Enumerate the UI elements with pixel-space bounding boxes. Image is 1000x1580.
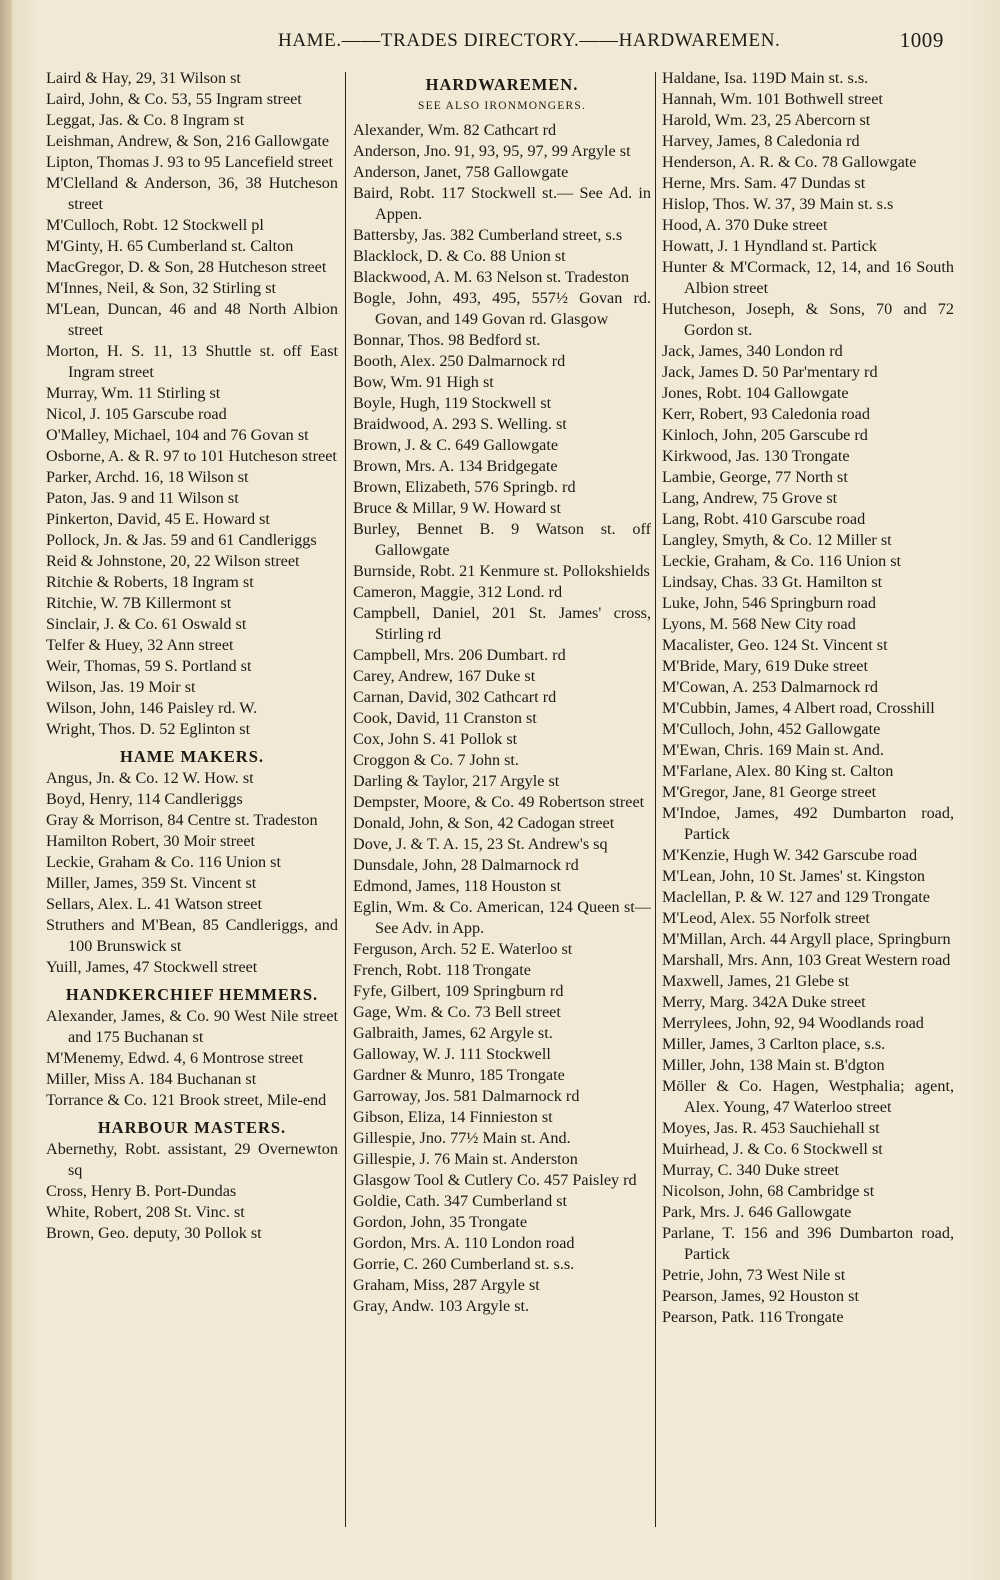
- directory-entry: Murray, C. 340 Duke street: [662, 1161, 839, 1179]
- directory-entry: Cameron, Maggie, 312 Lond. rd: [353, 583, 563, 601]
- directory-entry: Harvey, James, 8 Caledonia rd: [662, 132, 860, 150]
- directory-entry: Parker, Archd. 16, 18 Wilson st: [46, 468, 249, 486]
- directory-entry: Gordon, John, 35 Trongate: [353, 1213, 528, 1231]
- directory-entry: Bonnar, Thos. 98 Bedford st.: [353, 331, 541, 349]
- directory-entry: Hutcheson, Joseph, & Sons, 70 and 72 Gordon st.: [662, 300, 954, 339]
- directory-entry: M'Cubbin, James, 4 Albert road, Crosshill: [662, 699, 935, 717]
- directory-entry: Brown, Elizabeth, 576 Springb. rd: [353, 478, 576, 496]
- directory-entry: Leggat, Jas. & Co. 8 Ingram st: [46, 111, 245, 129]
- directory-entry: M'Clelland & Anderson, 36, 38 Hutcheson street: [46, 174, 338, 213]
- directory-entry: Miller, James, 359 St. Vincent st: [46, 874, 257, 892]
- section-subheading: SEE ALSO IRONMONGERS.: [417, 100, 586, 112]
- directory-entry: Brown, J. & C. 649 Gallowgate: [353, 436, 559, 454]
- directory-entry: Reid & Johnstone, 20, 22 Wilson street: [46, 552, 300, 570]
- directory-entry: Dunsdale, John, 28 Dalmarnock rd: [353, 856, 579, 874]
- directory-entry: Herne, Mrs. Sam. 47 Dundas st: [662, 174, 866, 192]
- directory-entry: M'Lean, John, 10 St. James' st. Kingston: [662, 867, 926, 885]
- directory-entry: Bruce & Millar, 9 W. Howard st: [353, 499, 561, 517]
- directory-entry: Dove, J. & T. A. 15, 23 St. Andrew's sq: [353, 835, 608, 853]
- directory-entry: Telfer & Huey, 32 Ann street: [46, 636, 234, 654]
- directory-entry: O'Malley, Michael, 104 and 76 Govan st: [46, 426, 309, 444]
- directory-entry: Burley, Bennet B. 9 Watson st. off Gallowgate: [353, 520, 651, 559]
- directory-entry: Park, Mrs. J. 646 Gallowgate: [662, 1203, 852, 1221]
- directory-entry: Cox, John S. 41 Pollok st: [353, 730, 518, 748]
- directory-entry: Nicolson, John, 68 Cambridge st: [662, 1182, 875, 1200]
- directory-entry: Merrylees, John, 92, 94 Woodlands road: [662, 1014, 924, 1032]
- directory-entry: Miller, Miss A. 184 Buchanan st: [46, 1070, 257, 1088]
- directory-entry: Jack, James, 340 London rd: [662, 342, 843, 360]
- directory-entry: MacGregor, D. & Son, 28 Hutcheson street: [46, 258, 327, 276]
- directory-entry: Luke, John, 546 Springburn road: [662, 594, 877, 612]
- directory-entry: M'Ewan, Chris. 169 Main st. And.: [662, 741, 884, 759]
- directory-entry: Boyd, Henry, 114 Candleriggs: [46, 790, 243, 808]
- directory-entry: Gray, Andw. 103 Argyle st.: [353, 1297, 530, 1315]
- directory-entry: Cook, David, 11 Cranston st: [353, 709, 537, 727]
- directory-entry: Croggon & Co. 7 John st.: [353, 751, 519, 769]
- directory-entry: Carey, Andrew, 167 Duke st: [353, 667, 536, 685]
- directory-entry: Möller & Co. Hagen, Westphalia; agent, Alex. Young, 47 Waterloo street: [662, 1077, 954, 1116]
- running-title: HAME.——TRADES DIRECTORY.——HARDWAREMEN.: [278, 30, 781, 51]
- directory-entry: Hislop, Thos. W. 37, 39 Main st. s.s: [662, 195, 894, 213]
- directory-entry: Hood, A. 370 Duke street: [662, 216, 828, 234]
- directory-entry: Hamilton Robert, 30 Moir street: [46, 832, 256, 850]
- directory-entry: Ritchie & Roberts, 18 Ingram st: [46, 573, 254, 591]
- directory-entry: Battersby, Jas. 382 Cumberland street, s.s: [353, 226, 623, 244]
- directory-entry: Abernethy, Robt. assistant, 29 Overnewton sq: [46, 1140, 338, 1179]
- directory-entry: Leishman, Andrew, & Son, 216 Gallowgate: [46, 132, 330, 150]
- directory-entry: Pearson, Patk. 116 Trongate: [662, 1308, 844, 1326]
- directory-entry: Miller, James, 3 Carlton place, s.s.: [662, 1035, 886, 1053]
- directory-entry: Sellars, Alex. L. 41 Watson street: [46, 895, 262, 913]
- page-number: 1009: [899, 28, 944, 52]
- directory-entry: White, Robert, 208 St. Vinc. st: [46, 1203, 245, 1221]
- directory-entry: Petrie, John, 73 West Nile st: [662, 1266, 846, 1284]
- directory-entry: Lang, Andrew, 75 Grove st: [662, 489, 838, 507]
- directory-entry: Booth, Alex. 250 Dalmarnock rd: [353, 352, 566, 370]
- directory-entry: M'Leod, Alex. 55 Norfolk street: [662, 909, 870, 927]
- directory-entry: Macalister, Geo. 124 St. Vincent st: [662, 636, 888, 654]
- directory-entry: Donald, John, & Son, 42 Cadogan street: [353, 814, 615, 832]
- directory-entry: Osborne, A. & R. 97 to 101 Hutcheson street: [46, 447, 337, 465]
- column-1: [46, 68, 338, 1528]
- directory-entry: Blacklock, D. & Co. 88 Union st: [353, 247, 566, 265]
- directory-entry: M'Innes, Neil, & Son, 32 Stirling st: [46, 279, 277, 297]
- directory-entry: Angus, Jn. & Co. 12 W. How. st: [46, 769, 254, 787]
- directory-entry: Bogle, John, 493, 495, 557½ Govan rd. Govan, and 149 Govan rd. Glasgow: [353, 289, 651, 328]
- directory-entry: Alexander, James, & Co. 90 West Nile street and 175 Buchanan st: [46, 1007, 338, 1046]
- directory-entry: Ritchie, W. 7B Killermont st: [46, 594, 232, 612]
- directory-entry: Wilson, Jas. 19 Moir st: [46, 678, 196, 696]
- directory-entry: Jones, Robt. 104 Gallowgate: [662, 384, 849, 402]
- directory-entry: Burnside, Robt. 21 Kenmure st. Pollokshields: [353, 562, 650, 580]
- directory-entry: Maclellan, P. & W. 127 and 129 Trongate: [662, 888, 930, 906]
- directory-entry: M'Millan, Arch. 44 Argyll place, Springburn: [662, 930, 951, 948]
- directory-entry: Muirhead, J. & Co. 6 Stockwell st: [662, 1140, 883, 1158]
- directory-entry: Gibson, Eliza, 14 Finnieston st: [353, 1108, 553, 1126]
- directory-entry: M'Lean, Duncan, 46 and 48 North Albion street: [46, 300, 338, 339]
- directory-entry: Struthers and M'Bean, 85 Candleriggs, and 100 Brunswick st: [46, 916, 338, 955]
- directory-entry: Lambie, George, 77 North st: [662, 468, 848, 486]
- directory-entry: Hannah, Wm. 101 Bothwell street: [662, 90, 883, 108]
- directory-entry: Wright, Thos. D. 52 Eglinton st: [46, 720, 251, 738]
- directory-entry: M'Indoe, James, 492 Dumbarton road, Partick: [662, 804, 954, 843]
- directory-entry: Kerr, Robert, 93 Caledonia road: [662, 405, 870, 423]
- section-heading: HAME MAKERS.: [120, 747, 264, 766]
- directory-entry: M'Cowan, A. 253 Dalmarnock rd: [662, 678, 879, 696]
- section-heading: HARBOUR MASTERS.: [97, 1118, 287, 1137]
- directory-entry: Kirkwood, Jas. 130 Trongate: [662, 447, 850, 465]
- column-rule-right: [655, 72, 656, 1527]
- directory-entry: M'Menemy, Edwd. 4, 6 Montrose street: [46, 1049, 304, 1067]
- directory-entry: Fyfe, Gilbert, 109 Springburn rd: [353, 982, 564, 1000]
- directory-entry: Yuill, James, 47 Stockwell street: [46, 958, 258, 976]
- directory-entry: Miller, John, 138 Main st. B'dgton: [662, 1056, 885, 1074]
- directory-entry: Anderson, Jno. 91, 93, 95, 97, 99 Argyle st: [353, 142, 631, 160]
- directory-entry: M'Kenzie, Hugh W. 342 Garscube road: [662, 846, 918, 864]
- directory-entry: Gardner & Munro, 185 Trongate: [353, 1066, 565, 1084]
- directory-entry: Pinkerton, David, 45 E. Howard st: [46, 510, 270, 528]
- directory-entry: Haldane, Isa. 119D Main st. s.s.: [662, 69, 869, 87]
- directory-entry: Brown, Geo. deputy, 30 Pollok st: [46, 1224, 262, 1242]
- directory-entry: Galbraith, James, 62 Argyle st.: [353, 1024, 553, 1042]
- directory-entry: Kinloch, John, 205 Garscube rd: [662, 426, 868, 444]
- directory-entry: Garroway, Jos. 581 Dalmarnock rd: [353, 1087, 580, 1105]
- directory-entry: Merry, Marg. 342A Duke street: [662, 993, 866, 1011]
- directory-entry: Carnan, David, 302 Cathcart rd: [353, 688, 557, 706]
- directory-entry: M'Ginty, H. 65 Cumberland st. Calton: [46, 237, 294, 255]
- directory-entry: French, Robt. 118 Trongate: [353, 961, 531, 979]
- directory-entry: Sinclair, J. & Co. 61 Oswald st: [46, 615, 247, 633]
- directory-entry: Wilson, John, 146 Paisley rd. W.: [46, 699, 258, 717]
- directory-entry: Gage, Wm. & Co. 73 Bell street: [353, 1003, 561, 1021]
- directory-entry: Goldie, Cath. 347 Cumberland st: [353, 1192, 568, 1210]
- directory-entry: Jack, James D. 50 Par'mentary rd: [662, 363, 878, 381]
- directory-entry: Cross, Henry B. Port-Dundas: [46, 1182, 237, 1200]
- directory-entry: Boyle, Hugh, 119 Stockwell st: [353, 394, 552, 412]
- directory-entry: Paton, Jas. 9 and 11 Wilson st: [46, 489, 239, 507]
- section-heading: HARDWAREMEN.: [425, 75, 579, 94]
- directory-entry: Glasgow Tool & Cutlery Co. 457 Paisley rd: [353, 1171, 637, 1189]
- directory-entry: Laird, John, & Co. 53, 55 Ingram street: [46, 90, 302, 108]
- directory-entry: Nicol, J. 105 Garscube road: [46, 405, 227, 423]
- directory-entry: Lipton, Thomas J. 93 to 95 Lancefield street: [46, 153, 333, 171]
- directory-entry: Dempster, Moore, & Co. 49 Robertson street: [353, 793, 645, 811]
- directory-entry: Harold, Wm. 23, 25 Abercorn st: [662, 111, 871, 129]
- directory-entry: Lyons, M. 568 New City road: [662, 615, 856, 633]
- directory-entry: Marshall, Mrs. Ann, 103 Great Western road: [662, 951, 951, 969]
- column-3: [662, 68, 954, 1528]
- directory-entry: Langley, Smyth, & Co. 12 Miller st: [662, 531, 892, 549]
- directory-entry: Henderson, A. R. & Co. 78 Gallowgate: [662, 153, 917, 171]
- directory-entry: Lindsay, Chas. 33 Gt. Hamilton st: [662, 573, 883, 591]
- directory-entry: Eglin, Wm. & Co. American, 124 Queen st—See Adv. in App.: [353, 898, 651, 937]
- directory-entry: Murray, Wm. 11 Stirling st: [46, 384, 221, 402]
- directory-entry: Graham, Miss, 287 Argyle st: [353, 1276, 540, 1294]
- directory-entry: M'Gregor, Jane, 81 George street: [662, 783, 877, 801]
- directory-entry: Gordon, Mrs. A. 110 London road: [353, 1234, 575, 1252]
- directory-entry: Gray & Morrison, 84 Centre st. Tradeston: [46, 811, 318, 829]
- directory-entry: M'Bride, Mary, 619 Duke street: [662, 657, 868, 675]
- directory-entry: Braidwood, A. 293 S. Welling. st: [353, 415, 567, 433]
- directory-entry: Gorrie, C. 260 Cumberland st. s.s.: [353, 1255, 575, 1273]
- directory-entry: Weir, Thomas, 59 S. Portland st: [46, 657, 252, 675]
- directory-entry: Hunter & M'Cormack, 12, 14, and 16 South Albion street: [662, 258, 954, 297]
- directory-entry: Blackwood, A. M. 63 Nelson st. Tradeston: [353, 268, 630, 286]
- directory-entry: Morton, H. S. 11, 13 Shuttle st. off East Ingram street: [46, 342, 338, 381]
- directory-entry: Campbell, Mrs. 206 Dumbart. rd: [353, 646, 566, 664]
- directory-entry: Pearson, James, 92 Houston st: [662, 1287, 859, 1305]
- section-heading: HANDKERCHIEF HEMMERS.: [65, 985, 319, 1004]
- directory-entry: Edmond, James, 118 Houston st: [353, 877, 562, 895]
- directory-entry: Alexander, Wm. 82 Cathcart rd: [353, 121, 557, 139]
- directory-entry: Anderson, Janet, 758 Gallowgate: [353, 163, 569, 181]
- directory-entry: Moyes, Jas. R. 453 Sauchiehall st: [662, 1119, 880, 1137]
- directory-entry: Howatt, J. 1 Hyndland st. Partick: [662, 237, 877, 255]
- directory-entry: Laird & Hay, 29, 31 Wilson st: [46, 69, 241, 87]
- directory-entry: Darling & Taylor, 217 Argyle st: [353, 772, 560, 790]
- directory-entry: M'Culloch, John, 452 Gallowgate: [662, 720, 881, 738]
- directory-entry: Campbell, Daniel, 201 St. James' cross, Stirling rd: [353, 604, 651, 643]
- directory-entry: Brown, Mrs. A. 134 Bridgegate: [353, 457, 558, 475]
- directory-entry: Baird, Robt. 117 Stockwell st.— See Ad. in Appen.: [353, 184, 651, 223]
- book-gutter: [0, 0, 12, 1580]
- column-2: [353, 68, 651, 1528]
- directory-entry: M'Farlane, Alex. 80 King st. Calton: [662, 762, 894, 780]
- directory-entry: Ferguson, Arch. 52 E. Waterloo st: [353, 940, 573, 958]
- directory-entry: Gillespie, Jno. 77½ Main st. And.: [353, 1129, 571, 1147]
- column-rule-left: [345, 72, 346, 1527]
- directory-entry: Leckie, Graham, & Co. 116 Union st: [662, 552, 902, 570]
- directory-entry: Pollock, Jn. & Jas. 59 and 61 Candleriggs: [46, 531, 317, 549]
- directory-entry: Gillespie, J. 76 Main st. Anderston: [353, 1150, 578, 1168]
- directory-entry: Leckie, Graham & Co. 116 Union st: [46, 853, 281, 871]
- page-header: [270, 28, 950, 54]
- directory-entry: Parlane, T. 156 and 396 Dumbarton road, Partick: [662, 1224, 954, 1263]
- directory-entry: Maxwell, James, 21 Glebe st: [662, 972, 850, 990]
- directory-entry: M'Culloch, Robt. 12 Stockwell pl: [46, 216, 264, 234]
- directory-entry: Bow, Wm. 91 High st: [353, 373, 494, 391]
- directory-entry: Galloway, W. J. 111 Stockwell: [353, 1045, 551, 1063]
- directory-entry: Lang, Robt. 410 Garscube road: [662, 510, 866, 528]
- directory-entry: Torrance & Co. 121 Brook street, Mile-end: [46, 1091, 327, 1109]
